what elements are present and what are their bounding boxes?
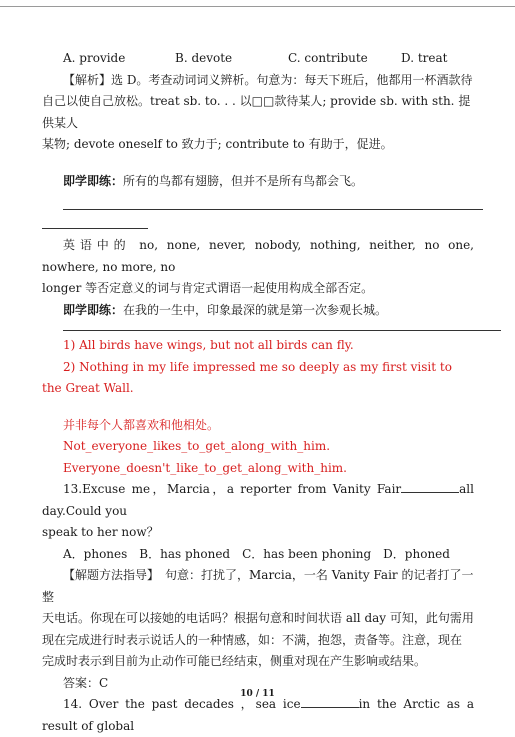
negation-note-line1: 英语中的 no, none, never, nobody, nothing, neither, no one, nowhere, no more, no	[42, 238, 474, 274]
q13-method-line3: 现在完成进行时表示说话人的一种情感，如：不满，抱怨，责备等。注意，现在	[42, 632, 463, 647]
header-rule	[0, 6, 515, 7]
q14-stem-part2: in the Arctic as a result of global	[42, 697, 474, 733]
q13-method-line2: 天电话。你现在可以接她的电话吗？根据句意和时间状语 all day 可知，此句需用	[42, 611, 474, 625]
document-page	[42, 48, 474, 737]
practice1-text: 所有的鸟都有翅膀，但并不是所有鸟都会飞。	[123, 173, 364, 188]
q13-stem-line2: speak to her now？	[42, 525, 159, 539]
q13-options: A．phones B．has phoned C．has been phoning D．phoned	[63, 546, 450, 561]
q13-answer: 答案：C	[63, 675, 109, 690]
practice2-label: 即学即练：	[63, 302, 124, 317]
practice1	[42, 171, 474, 193]
q13-stem-part2: all day.Could you	[42, 482, 474, 518]
practice1-label: 即学即练：	[63, 173, 124, 188]
answer-1: 1) All birds have wings, but not all birds can fly.	[63, 338, 354, 352]
q12-analysis-line2: 自己以使自己放松。treat sb. to. . . 以□□款待某人; provide sb. with sth. 提供某人	[42, 94, 471, 130]
q12-option-a: A. provide	[63, 51, 126, 65]
q12-analysis-line3: 某物; devote oneself to 致力于; contribute to 有助于，促进。	[42, 137, 393, 151]
red-practice-en2: Everyone_doesn't_like_to_get_along_with_him.	[63, 460, 347, 475]
q13-blank	[401, 479, 459, 493]
q13-stem-part1: 13.Excuse me，Marcia，a reporter from Vanity Fair	[63, 482, 402, 496]
q14-stem-part1: 14. Over the past decades ，sea ice	[63, 697, 301, 711]
q12-analysis-line1: 【解析】选 D。考查动词词义辨析。句意为：每天下班后，他都用一杯酒款待	[63, 72, 473, 87]
q12-option-b: B. devote	[175, 51, 233, 65]
negation-note-line2: longer 等否定意义的词与肯定式谓语一起使用构成全部否定。	[42, 281, 374, 295]
q12-options	[42, 48, 474, 70]
red-practice-en1: Not_everyone_likes_to_get_along_with_him.	[63, 439, 331, 453]
q14-stem	[42, 694, 474, 737]
page-number: 10 / 11	[240, 689, 275, 699]
q13-method-line4: 完成时表示到目前为止动作可能已经结束，侧重对现在产生影响或结果。	[42, 654, 427, 668]
q13-method-line1: 【解题方法指导】 句意：打扰了，Marcia，一名 Vanity Fair 的记者打了一整	[42, 568, 474, 604]
red-practice-cn: 并非每个人都喜欢和他相处。	[63, 417, 220, 432]
q13-stem	[42, 479, 474, 522]
practice2-text: 在我的一生中，印象最深的就是第一次参观长城。	[123, 302, 388, 317]
practice2	[42, 300, 474, 322]
q12-option-d: D. treat	[401, 51, 448, 65]
answer-2: 2) Nothing in my life impressed me so deeply as my first visit to the Great Wall.	[42, 359, 452, 395]
q12-option-c: C. contribute	[288, 51, 368, 65]
